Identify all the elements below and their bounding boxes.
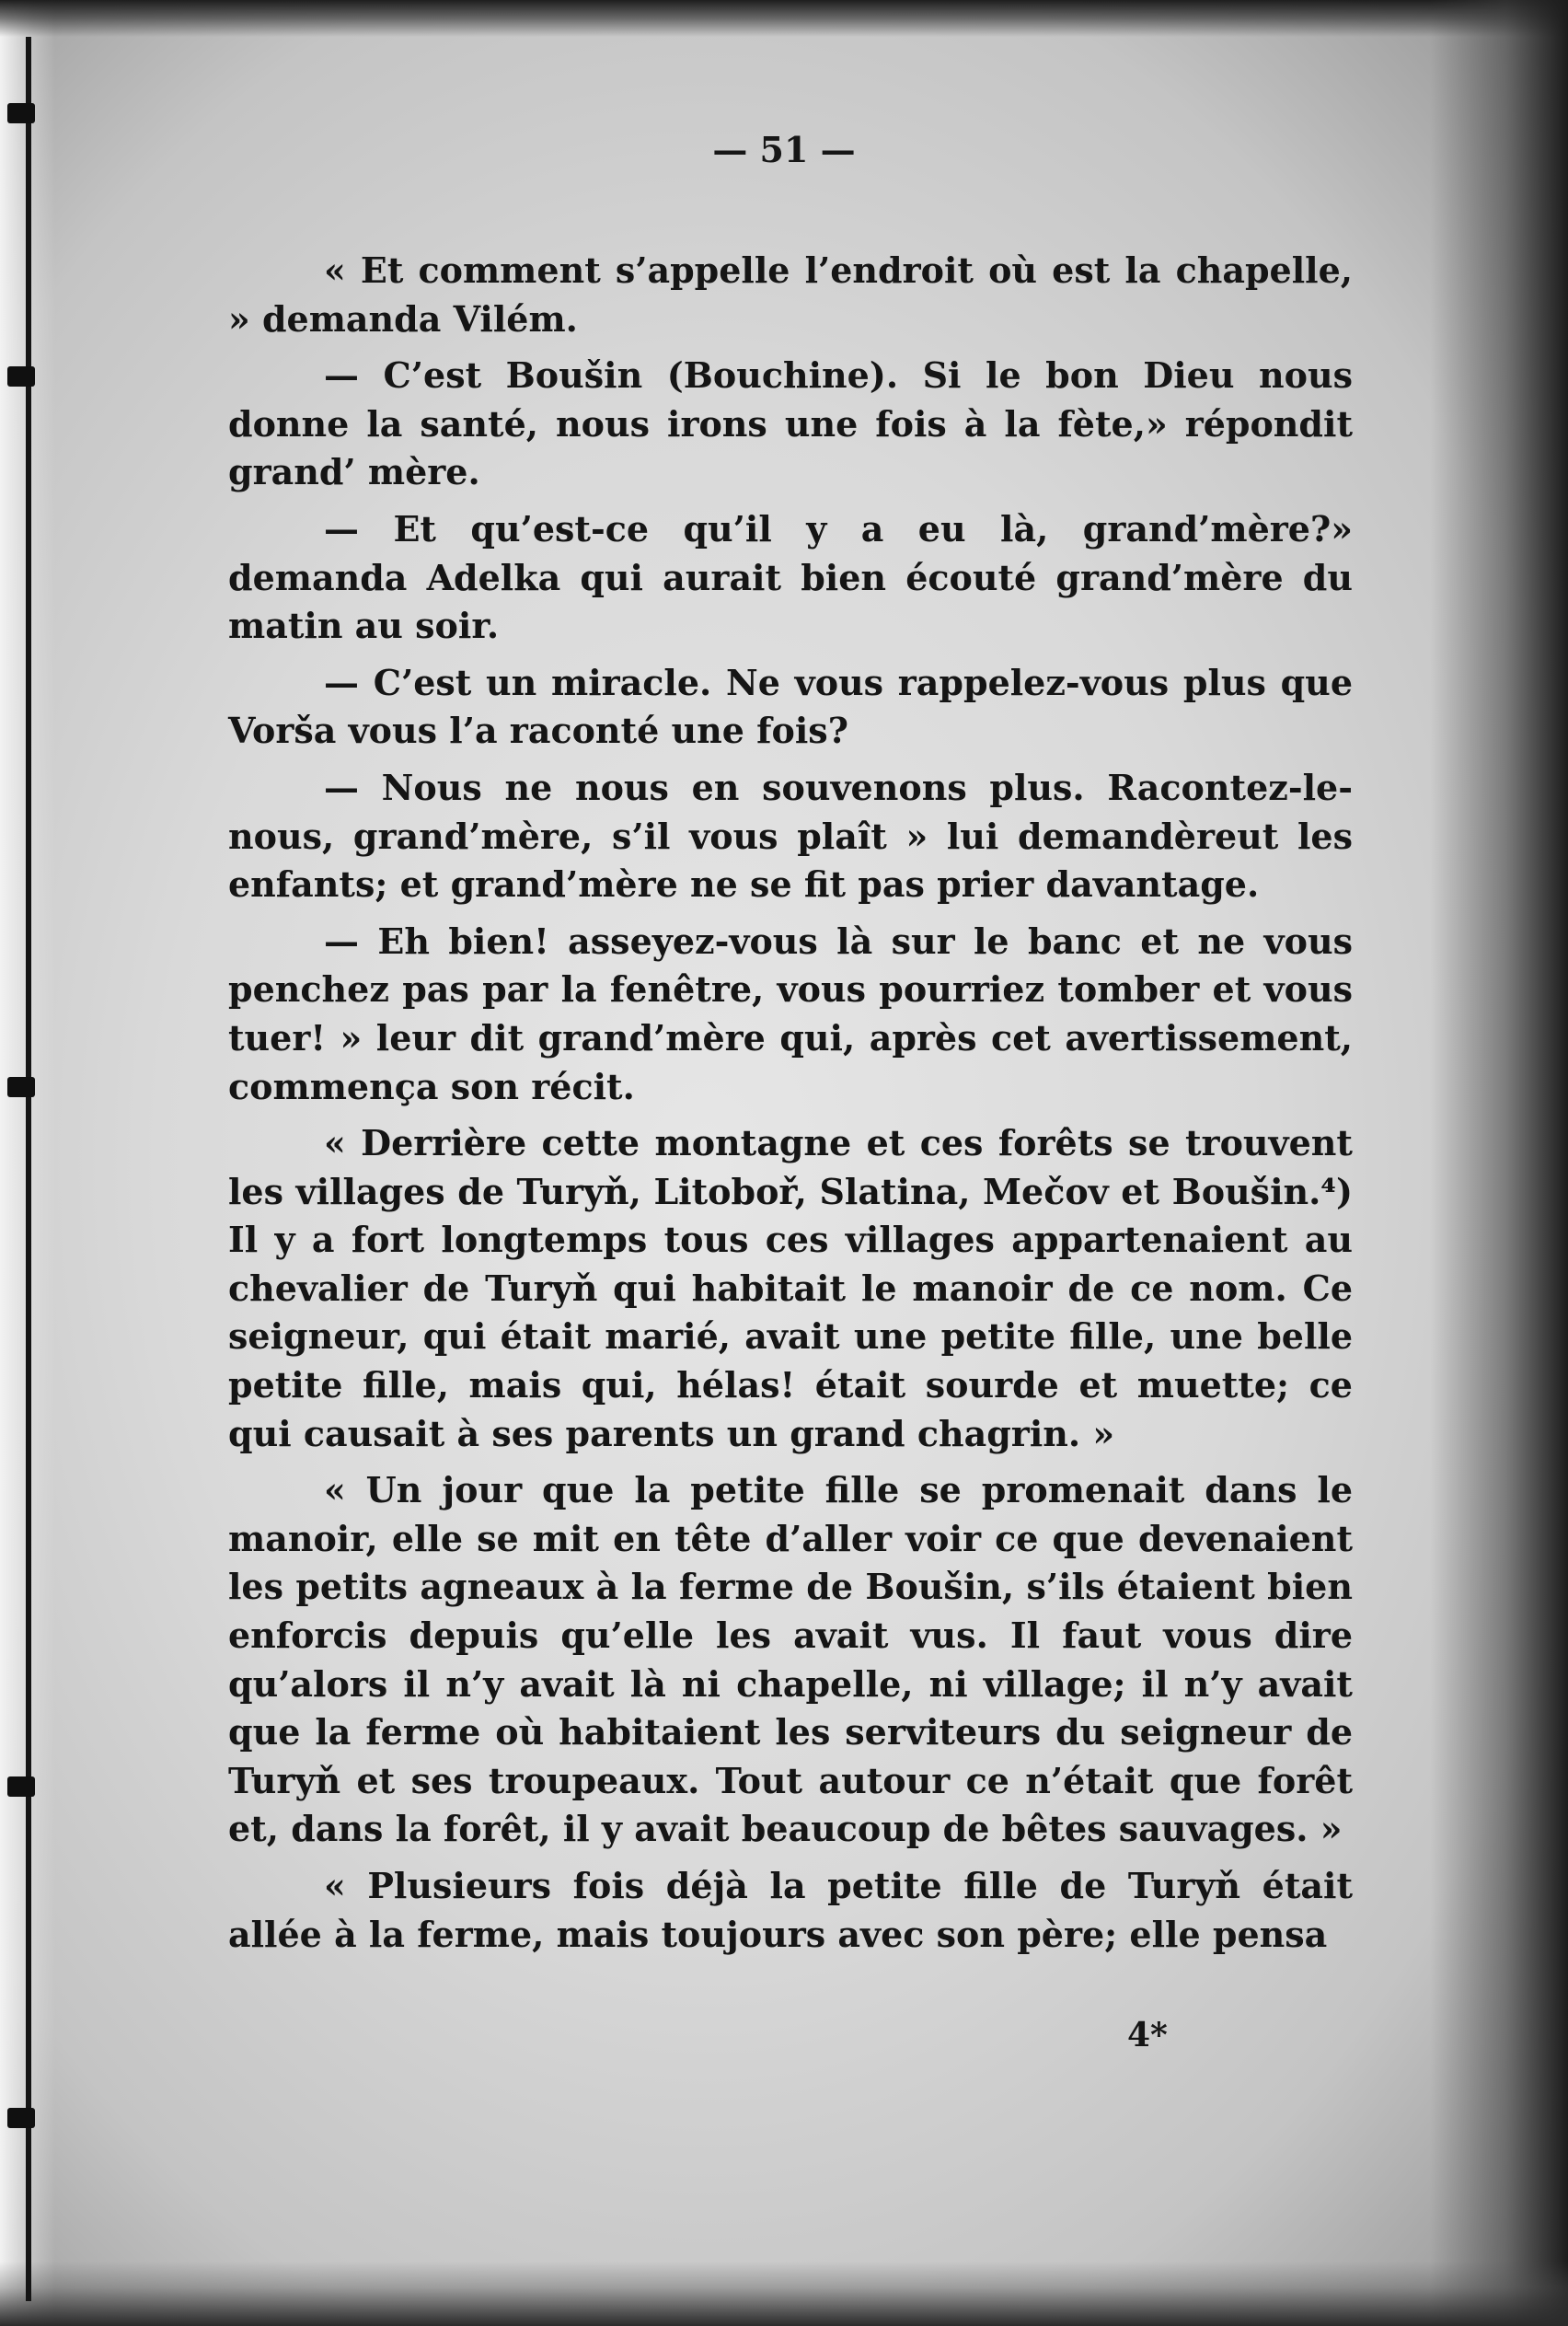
paragraph: — C’est un miracle. Ne vous rappelez-vous plus que Vorša vous l’a raconté une fois? xyxy=(228,661,1353,752)
binding-mark xyxy=(7,1776,35,1797)
page-edge-bottom xyxy=(0,2262,1568,2326)
body-text xyxy=(228,247,1353,1967)
paragraph: — Eh bien! asseyez-vous là sur le banc et ne vous penchez pas par la fenêtre, vous pourriez tomber et vous tuer! » leur dit grand’mère qui, après cet avertissement, commença son récit. xyxy=(228,920,1353,1107)
binding-mark xyxy=(7,2108,35,2128)
page-edge-top xyxy=(0,0,1568,37)
paragraph: « Derrière cette montagne et ces forêts se trouvent les villages de Turyň, Litoboř, Slatina, Mečov et Boušin.⁴) Il y a fort longtemps tous ces villages appartenaient au chevalier de Turyň qui habitait le manoir de ce nom. Ce seigneur, qui était marié, avait une petite fille, une belle petite fille, mais qui, hélas! était sourde et muette; ce qui causait à ses parents un grand chagrin. » xyxy=(228,1122,1353,1454)
page-number: — 51 — xyxy=(712,129,856,170)
paragraph: — Nous ne nous en souvenons plus. Racontez-le-nous, grand’mère, s’il vous plaît » lui demandèreut les enfants; et grand’mère ne se fit pas prier davantage. xyxy=(228,766,1353,906)
paragraph: « Plusieurs fois déjà la petite fille de Turyň était allée à la ferme, mais toujours avec son père; elle pensa xyxy=(228,1865,1353,1955)
paragraph: « Un jour que la petite fille se promenait dans le manoir, elle se mit en tête d’aller voir ce que devenaient les petits agneaux à la ferme de Boušin, s’ils étaient bien enforcis depuis qu’elle les avait vus. Il faut vous dire qu’alors il n’y avait là ni chapelle, ni village; il n’y avait que la ferme où habitaient les serviteurs du seigneur de Turyň et ses troupeaux. Tout autour ce n’était que forêt et, dans la forêt, il y avait beaucoup de bêtes sauvages. » xyxy=(228,1469,1353,1850)
paragraph: — Et qu’est-ce qu’il y a eu là, grand’mère?» demanda Adelka qui aurait bien écouté grand’mère du matin au soir. xyxy=(228,507,1353,647)
paragraph: « Et comment s’appelle l’endroit où est la chapelle, » demanda Vilém. xyxy=(228,249,1353,340)
page-edge-right xyxy=(1430,0,1568,2326)
binding-mark xyxy=(7,103,35,123)
signature-mark: 4* xyxy=(1127,2016,1168,2054)
binding-mark xyxy=(7,366,35,387)
paragraph: — C’est Boušin (Bouchine). Si le bon Dieu nous donne la santé, nous irons une fois à la fète,» répondit grand’ mère. xyxy=(228,354,1353,493)
binding-mark xyxy=(7,1077,35,1097)
